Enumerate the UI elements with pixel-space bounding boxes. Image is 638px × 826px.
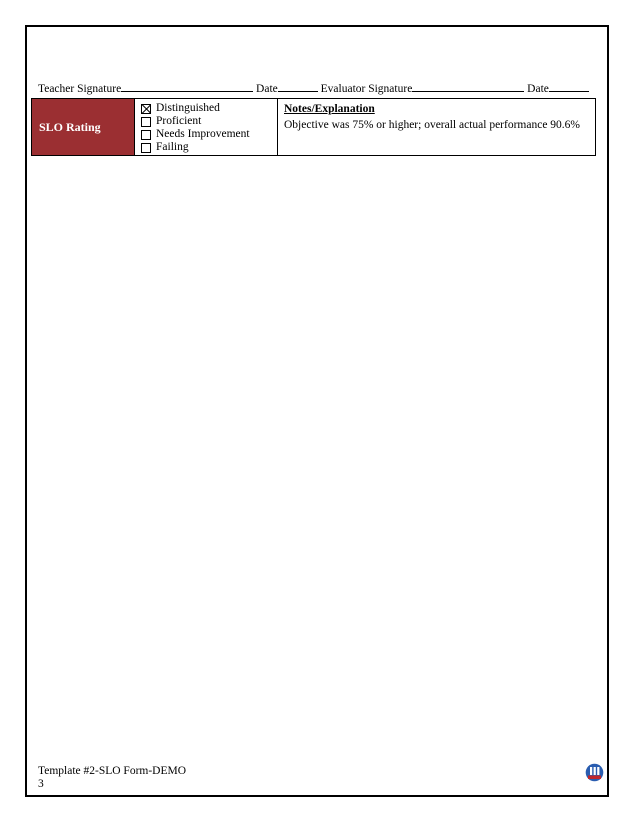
option-failing[interactable] xyxy=(141,141,277,154)
option-label: Needs Improvement xyxy=(156,128,250,140)
checkbox-checked-icon[interactable] xyxy=(141,104,151,114)
notes-cell xyxy=(278,99,595,155)
evaluator-signature-label: Evaluator Signature xyxy=(320,83,413,95)
page-number: 3 xyxy=(38,778,44,790)
option-label: Proficient xyxy=(156,115,202,127)
option-distinguished[interactable] xyxy=(141,102,277,115)
rating-options xyxy=(135,99,278,155)
date-blank-2[interactable] xyxy=(549,80,589,92)
teacher-signature-label: Teacher Signature xyxy=(38,83,122,95)
slo-rating-label: SLO Rating xyxy=(32,99,135,155)
notes-title: Notes/Explanation xyxy=(284,103,375,115)
option-label: Distinguished xyxy=(156,102,220,114)
option-proficient[interactable] xyxy=(141,115,277,128)
checkbox-empty-icon[interactable] xyxy=(141,143,151,153)
district-logo-icon xyxy=(585,763,604,782)
signature-line xyxy=(38,80,598,95)
option-label: Failing xyxy=(156,141,189,153)
checkbox-empty-icon[interactable] xyxy=(141,117,151,127)
teacher-signature-blank[interactable] xyxy=(121,80,253,92)
notes-text: Objective was 75% or higher; overall actual performance 90.6% xyxy=(284,119,581,131)
date-label-1: Date xyxy=(256,83,278,95)
option-needs-improvement[interactable] xyxy=(141,128,277,141)
slo-rating-table xyxy=(31,98,596,156)
checkbox-empty-icon[interactable] xyxy=(141,130,151,140)
date-label-2: Date xyxy=(527,83,549,95)
footer xyxy=(38,765,186,791)
evaluator-signature-blank[interactable] xyxy=(412,80,524,92)
date-blank-1[interactable] xyxy=(278,80,318,92)
template-name: Template #2-SLO Form-DEMO xyxy=(38,765,187,777)
